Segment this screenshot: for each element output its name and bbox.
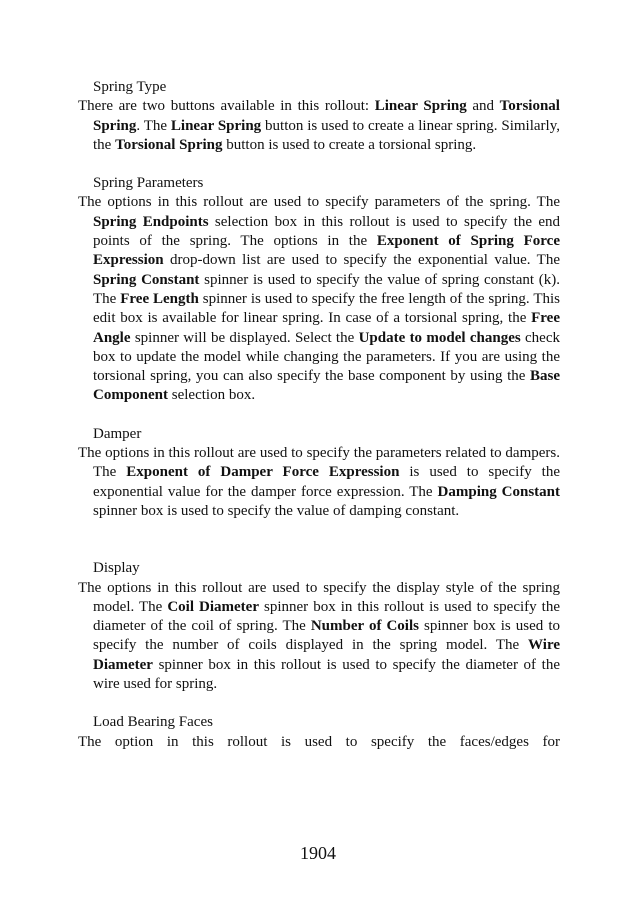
bold-term: Linear Spring: [170, 117, 262, 134]
bold-term: Free Angle: [93, 310, 560, 346]
text-run: and: [466, 98, 500, 115]
text-run: The options in this rollout are used to specify parameters of the spring. The: [78, 194, 560, 211]
text-run: is used to specify the exponential value for the damper force expression. The: [93, 464, 561, 500]
section-paragraph: [78, 97, 560, 155]
text-run: selection box.: [168, 387, 256, 404]
page-body: [78, 78, 560, 771]
bold-term: Base Component: [93, 368, 560, 404]
text-run: The options in this rollout are used to specify the parameters related to dampers. The: [78, 445, 560, 481]
section-heading: Display: [93, 560, 140, 577]
text-run: There are two buttons available in this rollout:: [78, 98, 375, 115]
bold-term: Linear Spring: [374, 98, 467, 115]
bold-term: Spring Endpoints: [93, 213, 209, 230]
section-paragraph: [78, 193, 560, 405]
text-run: spinner is used to specify the value of spring constant (k). The: [93, 271, 560, 307]
section-load-bearing-faces: [78, 713, 560, 752]
text-run: drop-down list are used to specify the exponential value. The: [163, 252, 560, 269]
text-run: spinner box is used to specify the number of coils displayed in the spring model. The: [93, 618, 560, 654]
text-run: The option in this rollout is used to specify the faces/edges for: [78, 733, 560, 750]
text-run: The options in this rollout are used to specify the display style of the spring model. The: [78, 579, 560, 615]
page-number: 1904: [300, 843, 336, 863]
section-heading: Damper: [93, 425, 142, 442]
text-run: button is used to create a torsional spring.: [222, 136, 477, 153]
section-heading: Load Bearing Faces: [93, 714, 213, 731]
bold-term: Damping Constant: [437, 483, 560, 500]
bold-term: Coil Diameter: [167, 598, 259, 615]
text-run: spinner will be displayed. Select the: [130, 329, 359, 346]
section-paragraph: [78, 579, 560, 695]
bold-term: Number of Coils: [310, 618, 419, 635]
section-paragraph: [78, 444, 560, 521]
bold-term: Exponent of Spring Force Expression: [93, 233, 560, 269]
text-run: spinner is used to specify the free length of the spring. This edit box is available for linear spring. In case of a torsional spring, the: [93, 290, 560, 327]
bold-term: Update to model changes: [358, 329, 521, 346]
section-paragraph: [78, 733, 560, 752]
text-run: spinner box in this rollout is used to specify the diameter of the coil of spring. The: [93, 598, 560, 635]
text-run: selection box in this rollout is used to specify the end points of the spring. The options in the: [93, 213, 560, 250]
section-damper: [78, 425, 560, 521]
bold-term: Spring Constant: [93, 271, 200, 288]
section-spring-parameters: [78, 174, 560, 406]
text-run: button is used to create a linear spring. Similarly, the: [93, 117, 560, 153]
bold-term: Torsional Spring: [93, 98, 560, 134]
text-run: spinner box is used to specify the value of damping constant.: [93, 502, 460, 519]
bold-term: Free Length: [120, 290, 199, 307]
text-run: spinner box in this rollout is used to specify the diameter of the wire used for spring.: [93, 656, 560, 693]
section-heading: Spring Type: [93, 79, 167, 95]
bold-term: Torsional Spring: [115, 136, 223, 153]
bold-term: Exponent of Damper Force Expression: [126, 464, 400, 481]
text-run: . The: [136, 117, 171, 134]
section-spring-type: [78, 78, 560, 155]
section-display: [78, 559, 560, 694]
text-run: check box to update the model while changing the parameters. If you are using the torsional spring, you can also specify the base component by using the: [93, 329, 560, 385]
section-heading: Spring Parameters: [93, 175, 204, 192]
bold-term: Wire Diameter: [93, 637, 560, 673]
